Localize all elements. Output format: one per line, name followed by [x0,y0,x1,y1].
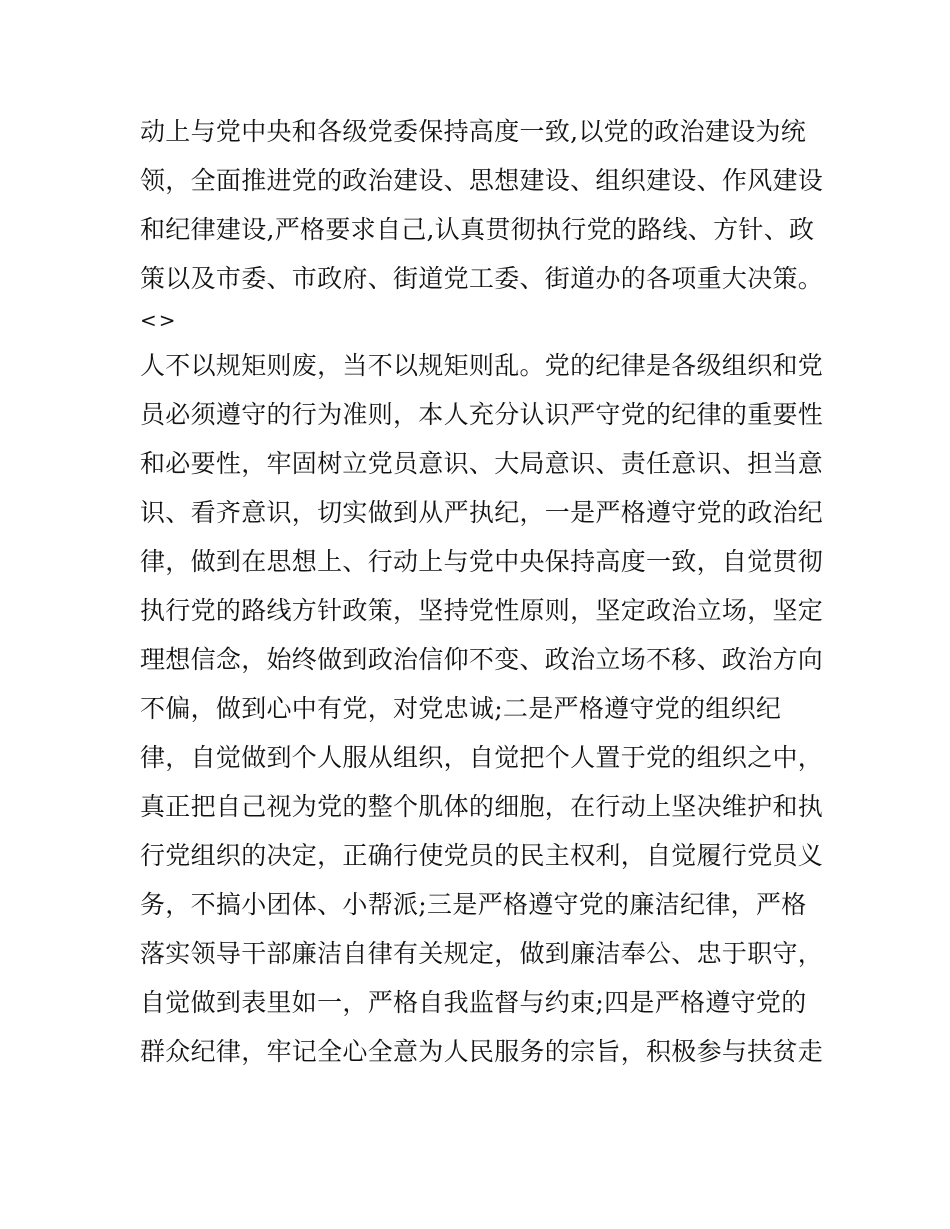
text-line: 动上与党中央和各级党委保持高度一致,以党的政治建设为统 [140,117,807,146]
text-line: 务，不搞小团体、小帮派;三是严格遵守党的廉洁纪律，严格 [140,890,807,919]
text-line: 执行党的路线方针政策，坚持党性原则，坚定政治立场，坚定 [140,596,824,625]
text-line: 自觉做到表里如一，严格自我监督与约束;四是严格遵守党的 [140,988,807,1017]
text-line: 领，全面推进党的政治建设、思想建设、组织建设、作风建设 [140,166,824,195]
text-line: 和纪律建设,严格要求自己,认真贯彻执行党的路线、方针、政 [140,215,815,244]
text-line: 落实领导干部廉洁自律有关规定，做到廉洁奉公、忠于职守， [140,939,824,968]
separator-marker: <> [140,308,178,332]
paragraph-2 [140,341,830,1076]
text-line: 律，做到在思想上、行动上与党中央保持高度一致，自觉贯彻 [140,547,824,576]
text-line: 人不以规矩则废，当不以规矩则乱。党的纪律是各级组织和党 [140,351,824,380]
text-line: 和必要性，牢固树立党员意识、大局意识、责任意识、担当意 [140,449,824,478]
text-line: 策以及市委、市政府、街道党工委、街道办的各项重大决策。 [140,264,824,293]
text-line: 行党组织的决定，正确行使党员的民主权利，自觉履行党员义 [140,841,824,870]
paragraph-1 [140,107,830,303]
text-line: 员必须遵守的行为准则，本人充分认识严守党的纪律的重要性 [140,400,824,429]
text-line: 理想信念，始终做到政治信仰不变、政治立场不移、政治方向 [140,645,824,674]
text-line: 识、看齐意识，切实做到从严执纪，一是严格遵守党的政治纪 [140,498,824,527]
document-body [140,107,830,1076]
text-line: 不偏，做到心中有党，对党忠诚;二是严格遵守党的组织纪 [140,694,782,723]
text-line: 真正把自己视为党的整个肌体的细胞，在行动上坚决维护和执 [140,792,824,821]
text-line: 律，自觉做到个人服从组织，自觉把个人置于党的组织之中， [140,743,824,772]
text-line: 群众纪律，牢记全心全意为人民服务的宗旨，积极参与扶贫走 [140,1037,824,1066]
